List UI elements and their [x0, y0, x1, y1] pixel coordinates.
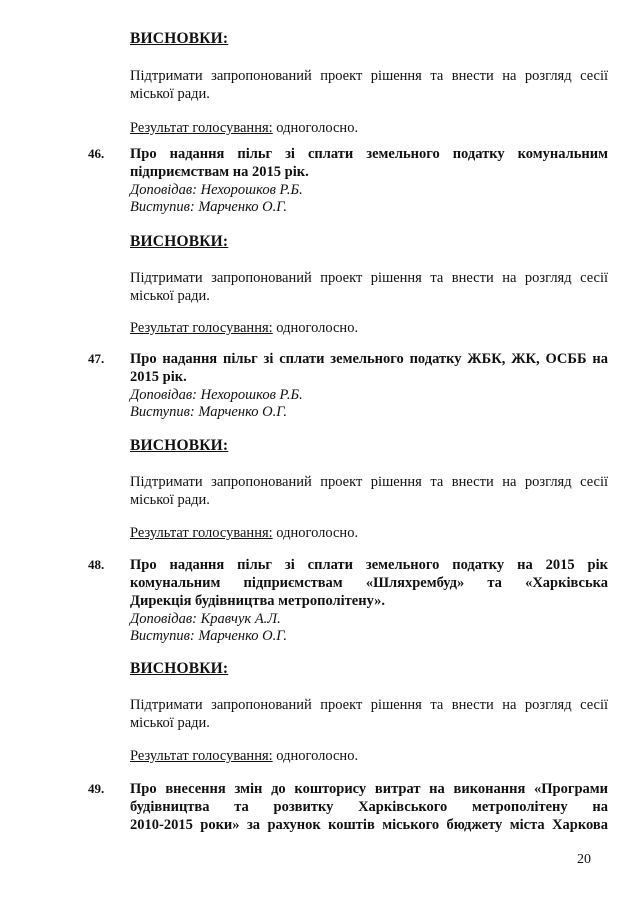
item-number: 48.	[88, 557, 105, 572]
conclusion-line: міської ради.	[130, 715, 210, 731]
conclusion-line: Підтримати запропонований проект рішення та внести на розгляд сесії	[130, 270, 608, 286]
item-title-line: Про надання пільг зі сплати земельного податку ЖБК, ЖК, ОСББ на	[130, 351, 608, 367]
speaker: Доповідав: Нехорошков Р.Б.	[130, 387, 303, 403]
speaker: Доповідав: Нехорошков Р.Б.	[130, 182, 303, 198]
item-number: 49.	[88, 781, 105, 796]
voting-result	[130, 747, 608, 765]
voting-result-value: одноголосно.	[272, 525, 359, 541]
conclusions-heading: ВИСНОВКИ:	[130, 437, 229, 454]
voting-result	[130, 319, 608, 337]
voting-result-value: одноголосно.	[272, 120, 359, 136]
conclusion-line: Підтримати запропонований проект рішення та внести на розгляд сесії	[130, 474, 608, 490]
item-title-line: Про надання пільг зі сплати земельного податку комунальним	[130, 146, 608, 162]
conclusion-line: Підтримати запропонований проект рішення та внести на розгляд сесії	[130, 697, 608, 713]
item-title-line: Дирекція будівництва метрополітену».	[130, 593, 386, 609]
item-number: 46.	[88, 146, 105, 161]
commenter: Виступив: Марченко О.Г.	[130, 628, 288, 644]
voting-result-value: одноголосно.	[272, 748, 359, 764]
voting-result	[130, 524, 608, 542]
commenter: Виступив: Марченко О.Г.	[130, 199, 288, 215]
item-title-line: Про надання пільг зі сплати земельного податку на 2015 рік	[130, 557, 608, 573]
voting-result-label: Результат голосування:	[130, 120, 273, 136]
conclusion-text	[130, 696, 608, 732]
item-title	[130, 145, 608, 181]
conclusion-line: міської ради.	[130, 492, 210, 508]
item-title-line: будівництва та розвитку Харківського метрополітену на	[130, 799, 608, 815]
item-title	[130, 556, 608, 610]
conclusions-heading: ВИСНОВКИ:	[130, 233, 229, 250]
conclusions-heading: ВИСНОВКИ:	[130, 660, 229, 677]
conclusion-text	[130, 473, 608, 509]
conclusions-heading: ВИСНОВКИ:	[130, 30, 229, 47]
conclusion-line: міської ради.	[130, 288, 210, 304]
commenter: Виступив: Марченко О.Г.	[130, 404, 288, 420]
voting-result-value: одноголосно.	[272, 320, 359, 336]
conclusion-line: міської ради.	[130, 86, 210, 102]
speaker: Доповідав: Кравчук А.Л.	[130, 611, 281, 627]
voting-result-label: Результат голосування:	[130, 320, 273, 336]
item-title-line: комунальним підприємствам «Шляхрембуд» та «Харківська	[130, 575, 608, 591]
item-number: 47.	[88, 351, 105, 366]
conclusion-text	[130, 269, 608, 305]
voting-result-label: Результат голосування:	[130, 748, 273, 764]
voting-result-label: Результат голосування:	[130, 525, 273, 541]
item-title-line: 2010-2015 роки» за рахунок коштів міського бюджету міста Харкова	[130, 817, 608, 833]
conclusion-line: Підтримати запропонований проект рішення та внести на розгляд сесії	[130, 68, 608, 84]
item-title-line: Про внесення змін до кошторису витрат на виконання «Програми	[130, 781, 608, 797]
item-title-line: підприємствам на 2015 рік.	[130, 164, 309, 180]
voting-result	[130, 119, 608, 137]
page-number: 20	[577, 852, 591, 867]
item-title	[130, 780, 608, 834]
item-title-line: 2015 рік.	[130, 369, 187, 385]
item-title	[130, 350, 608, 386]
conclusion-text	[130, 67, 608, 103]
